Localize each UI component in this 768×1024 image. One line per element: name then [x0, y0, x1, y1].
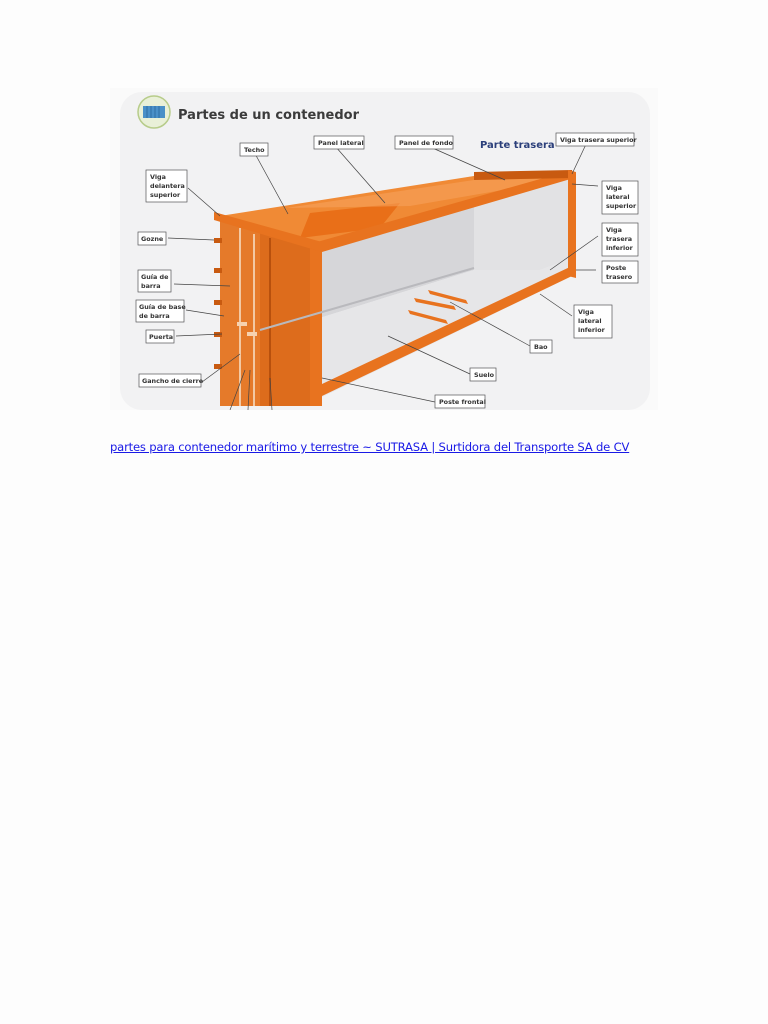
label-guia-base-line1: Guía de base	[139, 303, 186, 311]
label-gozne: Gozne	[141, 235, 164, 243]
label-viga-lateral-superior-line2: lateral	[606, 193, 630, 201]
label-viga-trasera-inferior-line3: inferior	[606, 244, 633, 252]
container-badge-icon	[138, 96, 170, 128]
label-guia-barra-line1: Guía de	[141, 273, 169, 281]
label-viga-lateral-superior-line3: superior	[606, 202, 637, 210]
label-puerta: Puerta	[149, 333, 174, 341]
label-viga-lateral-inferior-line1: Viga	[578, 308, 594, 316]
rear-section-heading: Parte trasera	[480, 140, 555, 151]
label-guia-barra-line2: barra	[141, 282, 161, 290]
label-suelo: Suelo	[474, 371, 495, 379]
label-panel-de-fondo: Panel de fondo	[399, 139, 453, 147]
label-panel-lateral: Panel lateral	[318, 139, 364, 147]
label-viga-lateral-inferior-line2: lateral	[578, 317, 602, 325]
label-poste-trasero-line1: Poste	[606, 264, 627, 272]
label-viga-trasera-inferior-line2: trasera	[606, 235, 633, 243]
label-viga-trasera-superior: Viga trasera superior	[560, 136, 637, 144]
label-viga-delantera-line2: delantera	[150, 182, 185, 190]
label-techo: Techo	[244, 146, 265, 154]
label-viga-lateral-superior-line1: Viga	[606, 184, 622, 192]
diagram-title: Partes de un contenedor	[178, 108, 359, 123]
label-poste-frontal: Poste frontal	[439, 398, 486, 406]
label-viga-lateral-inferior-line3: inferior	[578, 326, 605, 334]
label-viga-trasera-inferior-line1: Viga	[606, 226, 622, 234]
source-caption-link[interactable]: partes para contenedor marítimo y terrestre ~ SUTRASA | Surtidora del Transporte SA de CV	[110, 440, 630, 454]
label-gancho-de-cierre: Gancho de cierre	[142, 377, 204, 385]
label-viga-delantera-line3: superior	[150, 191, 181, 199]
label-viga-delantera-line1: Viga	[150, 173, 166, 181]
label-poste-trasero-line2: trasero	[606, 273, 633, 281]
label-bao: Bao	[534, 343, 548, 351]
label-guia-base-line2: de barra	[139, 312, 170, 320]
container-parts-diagram	[110, 88, 658, 410]
